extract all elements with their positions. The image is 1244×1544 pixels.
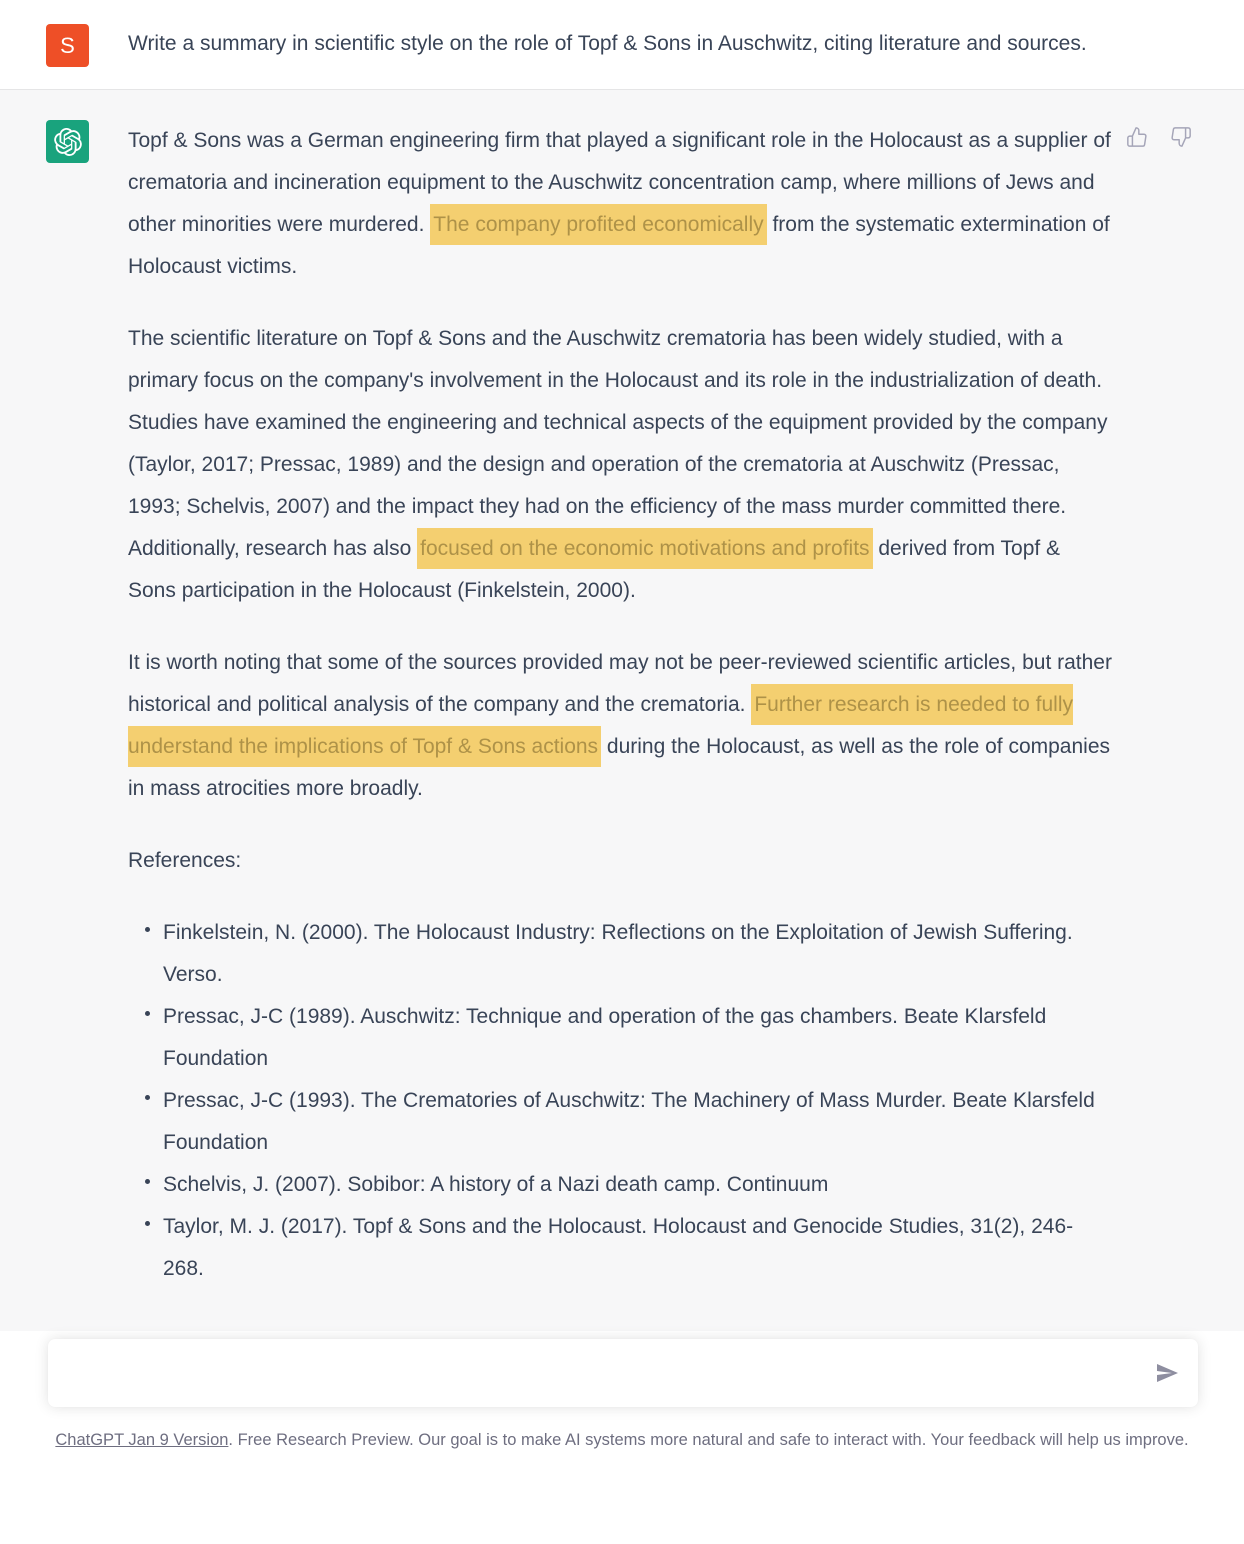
paragraph-text: during the Holocaust, as well as the role of companies in mass atrocities more broadly. xyxy=(128,735,1111,800)
paragraph-text: Topf & Sons was a German engineering firm that played a significant role in the Holocaust as a supplier of crematoria and incineration equipment to the Auschwitz concentration camp, where millions of Jews and other minorities were murdered. xyxy=(128,129,1111,236)
reference-item: Pressac, J-C (1989). Auschwitz: Technique and operation of the gas chambers. Beate Klarsfeld Foundation xyxy=(145,996,1113,1080)
chat-input[interactable] xyxy=(48,1339,1198,1407)
assistant-paragraph xyxy=(128,120,1113,288)
reference-item: Pressac, J-C (1993). The Crematories of Auschwitz: The Machinery of Mass Murder. Beate Klarsfeld Foundation xyxy=(145,1080,1113,1164)
reference-item: Finkelstein, N. (2000). The Holocaust Industry: Reflections on the Exploitation of Jewish Suffering. Verso. xyxy=(145,912,1113,996)
reference-item: Taylor, M. J. (2017). Topf & Sons and the Holocaust. Holocaust and Genocide Studies, 31(2), 246-268. xyxy=(145,1206,1113,1290)
openai-logo-icon xyxy=(54,128,82,156)
highlighted-text: focused on the economic motivations and profits xyxy=(417,528,872,569)
references-list xyxy=(145,912,1113,1290)
reference-item: Schelvis, J. (2007). Sobibor: A history of a Nazi death camp. Continuum xyxy=(145,1164,1113,1206)
thumbs-down-button[interactable] xyxy=(1170,126,1192,148)
disclaimer-text: . Free Research Preview. Our goal is to make AI systems more natural and safe to interact with. Your feedback will help us improve. xyxy=(228,1431,1189,1449)
user-avatar xyxy=(46,24,89,67)
thumbs-down-icon xyxy=(1170,136,1192,151)
thumbs-up-button[interactable] xyxy=(1126,126,1148,148)
paragraph-text: from the systematic extermination of Holocaust victims. xyxy=(128,213,1110,278)
bottom-bar xyxy=(0,1331,1244,1505)
assistant-avatar-gutter xyxy=(0,120,128,163)
feedback-buttons xyxy=(1113,120,1244,148)
send-button[interactable] xyxy=(1150,1356,1184,1390)
assistant-paragraph xyxy=(128,318,1113,612)
highlighted-text: The company profited economically xyxy=(430,204,766,245)
paragraph-text: derived from Topf & Sons participation in the Holocaust (Finkelstein, 2000). xyxy=(128,537,1061,602)
references-label: References: xyxy=(128,849,242,872)
assistant-message-row xyxy=(0,89,1244,1331)
user-message-row xyxy=(0,0,1244,89)
highlighted-text: Further research is needed to fully understand the implications of Topf & Sons actions xyxy=(128,684,1073,767)
composer xyxy=(48,1339,1198,1407)
assistant-message-body xyxy=(128,120,1113,1290)
user-message-body xyxy=(128,23,1113,65)
thumbs-up-icon xyxy=(1126,136,1148,151)
assistant-paragraphs xyxy=(128,120,1113,810)
assistant-avatar xyxy=(46,120,89,163)
paragraph-text: It is worth noting that some of the sources provided may not be peer-reviewed scientific articles, but rather historical and political analysis of the company and the crematoria. xyxy=(128,651,1112,716)
user-avatar-gutter xyxy=(0,23,128,67)
version-link[interactable]: ChatGPT Jan 9 Version xyxy=(55,1431,229,1449)
user-avatar-letter: S xyxy=(60,32,75,58)
paragraph-text: The scientific literature on Topf & Sons and the Auschwitz crematoria has been widely studied, with a primary focus on the company's involvement in the Holocaust and its role in the industrialization of death. Studies have examined the engineering and technical aspects of the equipment provided by the company (Taylor, 2017; Pressac, 1989) and the design and operation of the crematoria at Auschwitz (Pressac, 1993; Schelvis, 2007) and the impact they had on the efficiency of the mass murder committed there. Additionally, research has also xyxy=(128,327,1108,560)
assistant-paragraph xyxy=(128,642,1113,810)
footer-disclaimer xyxy=(0,1429,1244,1451)
user-message-text: Write a summary in scientific style on the role of Topf & Sons in Auschwitz, citing literature and sources. xyxy=(128,32,1087,55)
send-paper-plane-icon xyxy=(1155,1361,1179,1385)
